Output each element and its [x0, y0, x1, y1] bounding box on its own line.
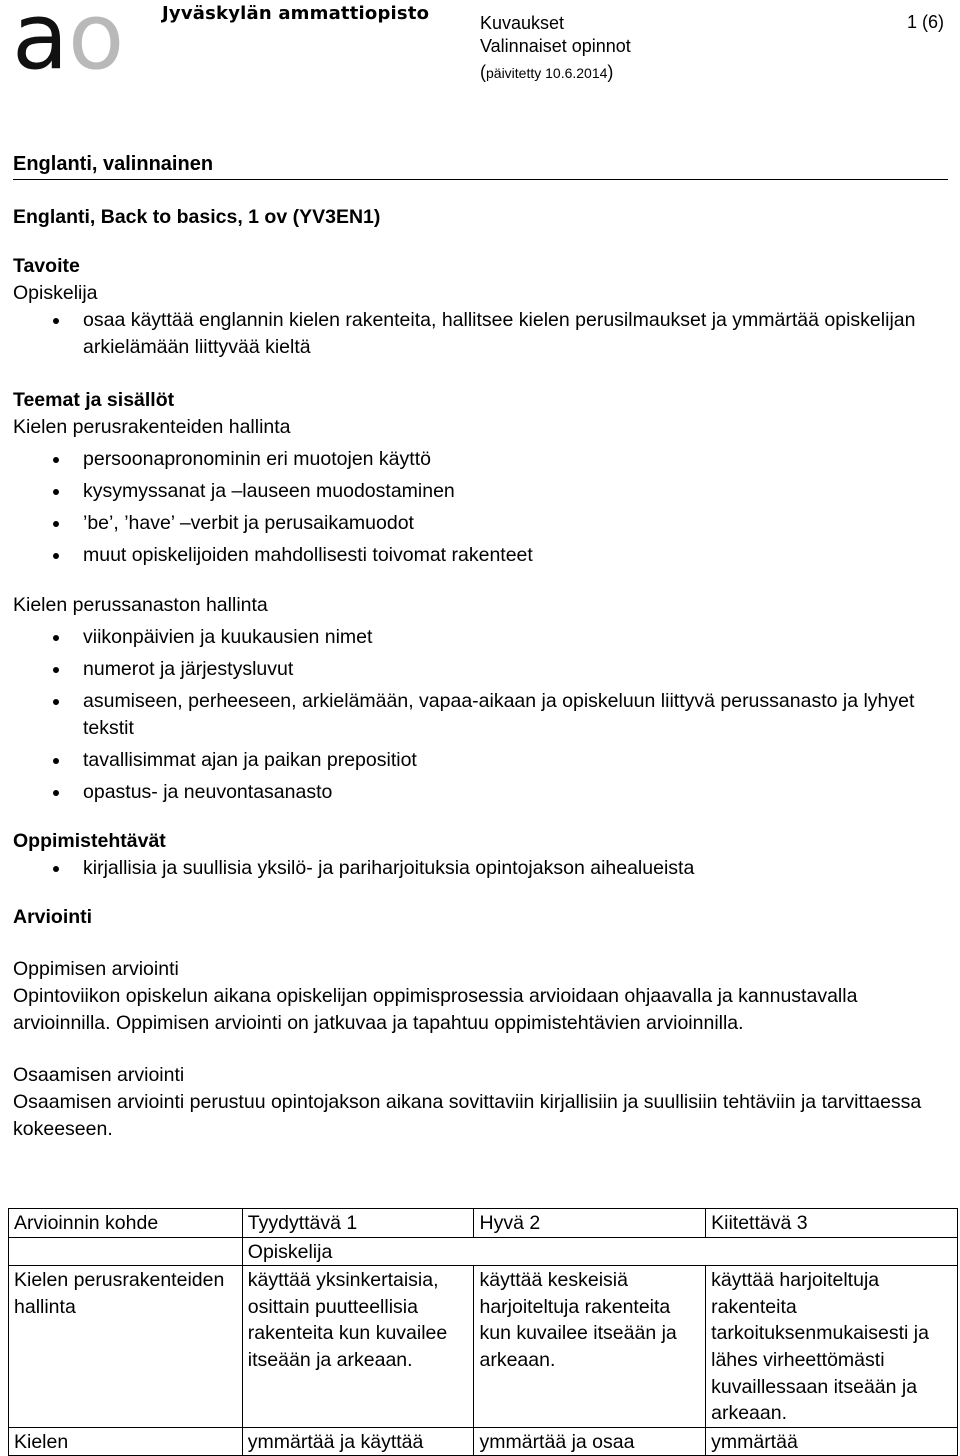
list-item: opastus- ja neuvontasanasto: [13, 779, 948, 806]
list-item: persoonapronominin eri muotojen käyttö: [13, 446, 948, 473]
table-cell: Kielen perusrakenteiden hallinta: [9, 1266, 243, 1428]
doc-subtype: Valinnaiset opinnot: [480, 36, 631, 56]
oppimistehtavat-heading: Oppimistehtävät: [13, 830, 166, 852]
table-row: [9, 1427, 958, 1456]
tavoite-list: [13, 307, 948, 361]
teemat-heading: Teemat ja sisällöt: [13, 389, 175, 411]
school-name: Jyväskylän ammattiopisto: [162, 3, 430, 24]
oppimisen-arviointi-heading: Oppimisen arviointi: [13, 958, 179, 980]
table-cell: ymmärtää: [706, 1427, 958, 1456]
page-number: 1 (6): [906, 12, 944, 32]
svg-text:o: o: [68, 0, 119, 78]
osaamisen-arviointi-text: Osaamisen arviointi perustuu opintojakson aikana sovittaviin kirjallisiin ja suullisiin tehtäviin ja tarvittaessa kokeeseen.: [13, 1091, 922, 1140]
school-logo: [12, 0, 152, 78]
list-item: kirjallisia ja suullisia yksilö- ja pariharjoituksia opintojakson aihealueista: [13, 855, 948, 882]
table-header-cell: Hyvä 2: [474, 1209, 706, 1238]
table-header-cell: Kiitettävä 3: [706, 1209, 958, 1238]
list-item: kysymyssanat ja –lauseen muodostaminen: [13, 478, 948, 505]
list-item: asumiseen, perheeseen, arkielämään, vapaa-aikaan ja opiskeluun liittyvä perussanasto ja lyhyet tekstit: [13, 688, 948, 742]
table-row: [9, 1266, 958, 1428]
oppimisen-arviointi-text: Opintoviikon opiskelun aikana opiskelijan oppimisprosessia arvioidaan ohjaavalla ja kannustavalla arvioinnilla. Oppimisen arviointi on jatkuvaa ja tapahtuu oppimistehtävien arvioinnilla.: [13, 985, 858, 1034]
table-cell: Kielen: [9, 1427, 243, 1456]
document-body: [13, 150, 948, 1143]
table-header-cell: Arvioinnin kohde: [9, 1209, 243, 1238]
teemat-list-1: [13, 446, 948, 569]
osaamisen-arviointi-heading: Osaamisen arviointi: [13, 1064, 185, 1086]
table-cell: [9, 1237, 243, 1266]
updated-date: (päivitetty 10.6.2014): [480, 62, 614, 82]
list-item: tavallisimmat ajan ja paikan prepositiot: [13, 747, 948, 774]
list-item: numerot ja järjestysluvut: [13, 656, 948, 683]
table-subject-cell: Opiskelija: [242, 1237, 957, 1266]
table-subject-row: [9, 1237, 958, 1266]
arviointi-heading: Arviointi: [13, 906, 93, 928]
table-cell: ymmärtää ja osaa: [474, 1427, 706, 1456]
page-title: Englanti, valinnainen: [13, 150, 948, 180]
table-header-cell: Tyydyttävä 1: [242, 1209, 474, 1238]
doc-type: Kuvaukset: [480, 13, 565, 33]
list-item: osaa käyttää englannin kielen rakenteita, hallitsee kielen perusilmaukset ja ymmärtää opiskelijan arkielämään liittyvää kieltä: [13, 307, 948, 361]
table-cell: käyttää yksinkertaisia, osittain puutteellisia rakenteita kun kuvailee itseään ja arkeaan.: [242, 1266, 474, 1428]
course-title: Englanti, Back to basics, 1 ov (YV3EN1): [13, 206, 381, 228]
list-item: viikonpäivien ja kuukausien nimet: [13, 624, 948, 651]
list-item: ’be’, ’have’ –verbit ja perusaikamuodot: [13, 510, 948, 537]
table-header-row: [9, 1209, 958, 1238]
teemat-subheading-1: Kielen perusrakenteiden hallinta: [13, 416, 291, 438]
table-cell: käyttää harjoiteltuja rakenteita tarkoituksenmukaisesti ja lähes virheettömästi kuvaillessaan itseään ja arkeaan.: [706, 1266, 958, 1428]
tavoite-heading: Tavoite: [13, 255, 80, 277]
oppimistehtavat-list: [13, 855, 948, 882]
table-cell: käyttää keskeisiä harjoiteltuja rakenteita kun kuvailee itseään ja arkeaan.: [474, 1266, 706, 1428]
svg-text:a: a: [12, 0, 63, 78]
teemat-subheading-2: Kielen perussanaston hallinta: [13, 594, 268, 616]
teemat-list-2: [13, 624, 948, 806]
tavoite-subheading: Opiskelija: [13, 282, 98, 304]
table-cell: ymmärtää ja käyttää: [242, 1427, 474, 1456]
list-item: muut opiskelijoiden mahdollisesti toivomat rakenteet: [13, 542, 948, 569]
evaluation-table: [8, 1208, 958, 1456]
